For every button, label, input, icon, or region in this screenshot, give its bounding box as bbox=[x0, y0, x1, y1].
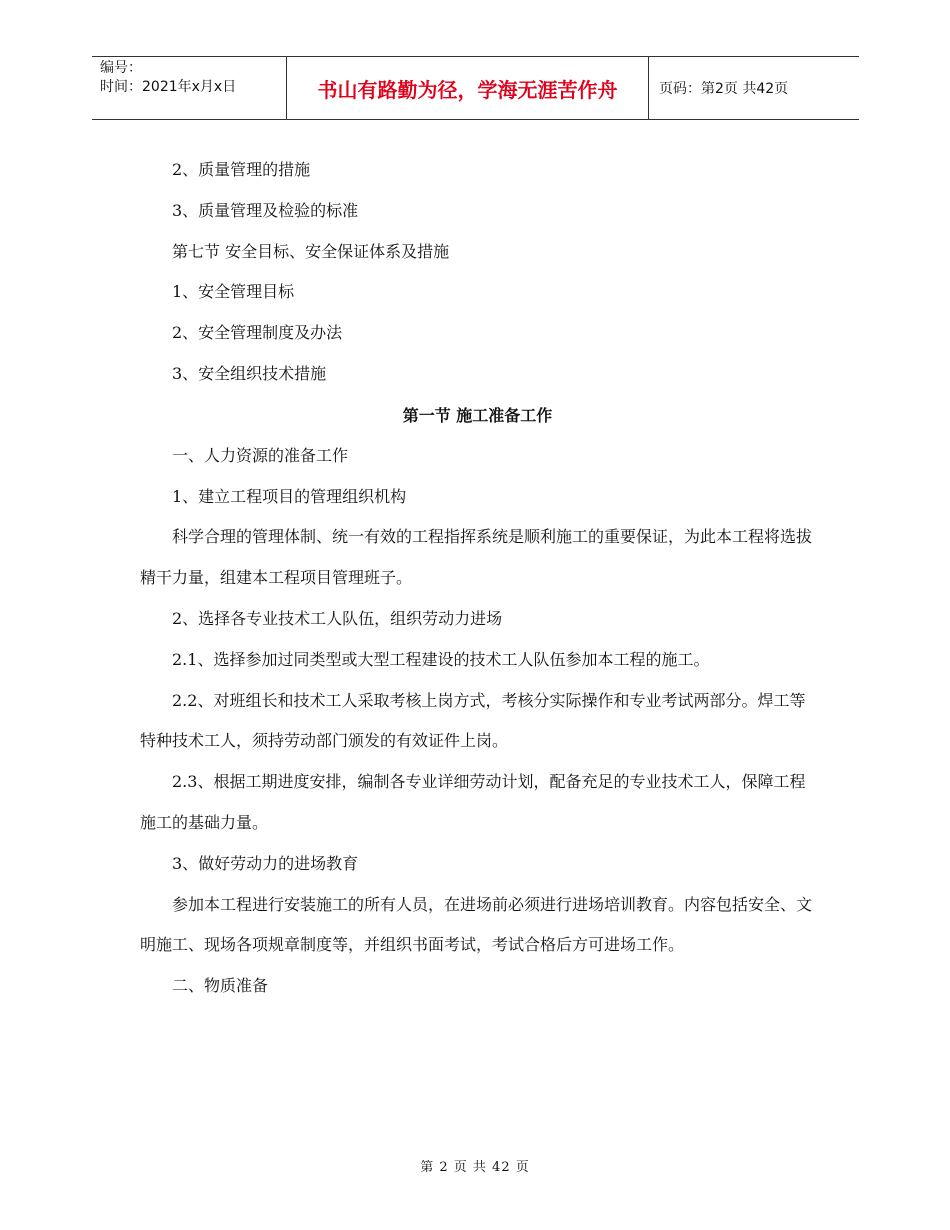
body-paragraph: 一、人力资源的准备工作 bbox=[172, 445, 349, 465]
toc-item: 3、安全组织技术措施 bbox=[172, 363, 327, 383]
document-number-label: 编号： bbox=[100, 60, 142, 76]
body-paragraph: 科学合理的管理体制、统一有效的工程指挥系统是顺利施工的重要保证，为此本工程将选拔精干力量，组建本工程项目管理班子。 bbox=[140, 527, 813, 588]
body-paragraph: 2、选择各专业技术工人队伍，组织劳动力进场 bbox=[172, 608, 503, 628]
toc-item: 2、安全管理制度及办法 bbox=[172, 323, 343, 343]
toc-item: 1、安全管理目标 bbox=[172, 282, 295, 302]
body-paragraph: 2.3、根据工期进度安排，编制各专业详细劳动计划，配备充足的专业技术工人，保障工程施工的基础力量。 bbox=[140, 772, 806, 832]
body-paragraph: 参加本工程进行安装施工的所有人员，在进场前必须进行进场培训教育。内容包括安全、文明施工、现场各项规章制度等，并组织书面考试，考试合格后方可进场工作。 bbox=[140, 894, 813, 955]
page-header bbox=[92, 56, 859, 120]
header-motto bbox=[287, 57, 649, 119]
header-page-info bbox=[649, 57, 859, 119]
header-meta bbox=[92, 57, 287, 119]
body-paragraph: 二、物质准备 bbox=[172, 976, 269, 996]
body-paragraph: 2.2、对班组长和技术工人采取考核上岗方式，考核分实际操作和专业考试两部分。焊工等特种技术工人，须持劳动部门颁发的有效证件上岗。 bbox=[140, 690, 806, 751]
motto-text: 书山有路勤为径，学海无涯苦作舟 bbox=[317, 77, 618, 102]
section-heading: 第一节 施工准备工作 bbox=[402, 405, 553, 425]
toc-item: 2、质量管理的措施 bbox=[172, 160, 311, 179]
document-time-label: 时间：2021年x月x日 bbox=[100, 79, 237, 95]
body-paragraph: 1、建立工程项目的管理组织机构 bbox=[172, 486, 407, 506]
body-paragraph: 3、做好劳动力的进场教育 bbox=[172, 853, 359, 873]
page-footer: 第 2 页 共 42 页 bbox=[420, 1160, 530, 1175]
toc-item: 第七节 安全目标、安全保证体系及措施 bbox=[172, 241, 450, 261]
toc-item: 3、质量管理及检验的标准 bbox=[172, 200, 359, 220]
page-info-text: 页码：第2页 共42页 bbox=[659, 81, 789, 97]
document-body bbox=[140, 150, 815, 1007]
body-paragraph: 2.1、选择参加过同类型或大型工程建设的技术工人队伍参加本工程的施工。 bbox=[172, 649, 710, 669]
